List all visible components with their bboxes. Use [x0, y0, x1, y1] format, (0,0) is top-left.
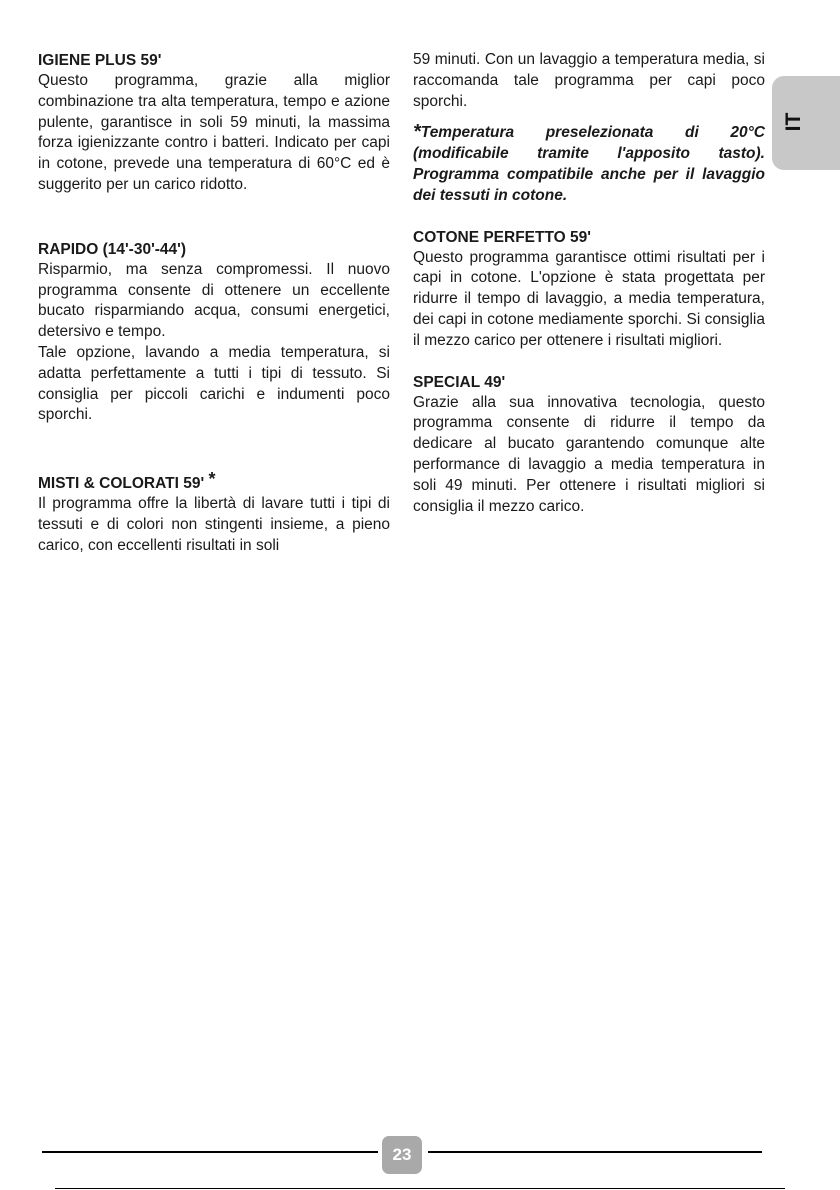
- section-body-rapido-2: Tale opzione, lavando a media temperatura, si adatta perfettamente a tutti i tipi di tessuto. Si consiglia per piccoli carichi e indumenti poco sporchi.: [38, 343, 390, 424]
- preset-temperature-note: [413, 122, 765, 206]
- misti-title-text: MISTI & COLORATI 59': [38, 475, 205, 493]
- footer-rule-right: [428, 1151, 762, 1153]
- section-title-special: SPECIAL 49': [413, 373, 506, 391]
- section-title-igiene-plus: IGIENE PLUS 59': [38, 52, 162, 69]
- section-body-misti-colorati: Il programma offre la libertà di lavare tutti i tipi di tessuti e di colori non stingenti insieme, a pieno carico, con eccellenti risultati in soli: [38, 495, 390, 554]
- section-body-rapido-1: Risparmio, ma senza compromessi. Il nuovo programma consente di ottenere un eccellente bucato risparmiando acqua, consumi energetici, detersivo e tempo.: [38, 260, 390, 341]
- footer-rule-left: [42, 1151, 378, 1153]
- section-body-cotone-perfetto: Questo programma garantisce ottimi risultati per i capi in cotone. L'opzione è stata progettata per ridurre il tempo di lavaggio, a media temperatura, dei capi in cotone mediamente sporchi. Si consiglia il mezzo carico per ottenere i risultati migliori.: [413, 248, 765, 349]
- section-body-igiene-plus: Questo programma, grazie alla miglior combinazione tra alta temperatura, tempo e azione pulente, garantisce in soli 59 minuti, la massima forza igienizzante contro i batteri. Indicato per capi in cotone, prevede una temperatura di 60°C ed è suggerito per un carico ridotto.: [38, 72, 390, 193]
- language-tab: [772, 76, 840, 170]
- misti-colorati-continued: 59 minuti. Con un lavaggio a temperatura media, si raccomanda tale programma per capi poco sporchi.: [413, 51, 765, 110]
- language-label: IT: [782, 112, 805, 132]
- bottom-rule: [55, 1188, 785, 1189]
- section-igiene-plus: [38, 50, 390, 196]
- section-title-rapido: RAPIDO (14'-30'-44'): [38, 240, 187, 258]
- right-column: [413, 50, 765, 517]
- section-cotone-perfetto: [413, 227, 765, 352]
- section-rapido: [38, 239, 390, 426]
- section-special: [413, 372, 765, 518]
- page-number: 23: [382, 1136, 422, 1174]
- misti-asterisk: *: [208, 469, 216, 490]
- section-misti-colorati: [38, 469, 390, 556]
- section-title-cotone-perfetto: COTONE PERFETTO 59': [413, 228, 591, 246]
- note-asterisk: *: [413, 121, 421, 144]
- section-body-special: Grazie alla sua innovativa tecnologia, questo programma consente di ridurre il tempo da dedicare al bucato garantendo comunque alte performance di lavaggio a media temperatura in soli 49 minuti. Per ottenere i risultati migliori si consiglia il mezzo carico.: [413, 393, 765, 515]
- note-text: Temperatura preselezionata di 20°C (modificabile tramite l'apposito tasto). Programma compatibile anche per il lavaggio dei tessuti in cotone.: [413, 124, 765, 204]
- left-column: [38, 50, 390, 557]
- section-title-misti-colorati: [38, 469, 390, 494]
